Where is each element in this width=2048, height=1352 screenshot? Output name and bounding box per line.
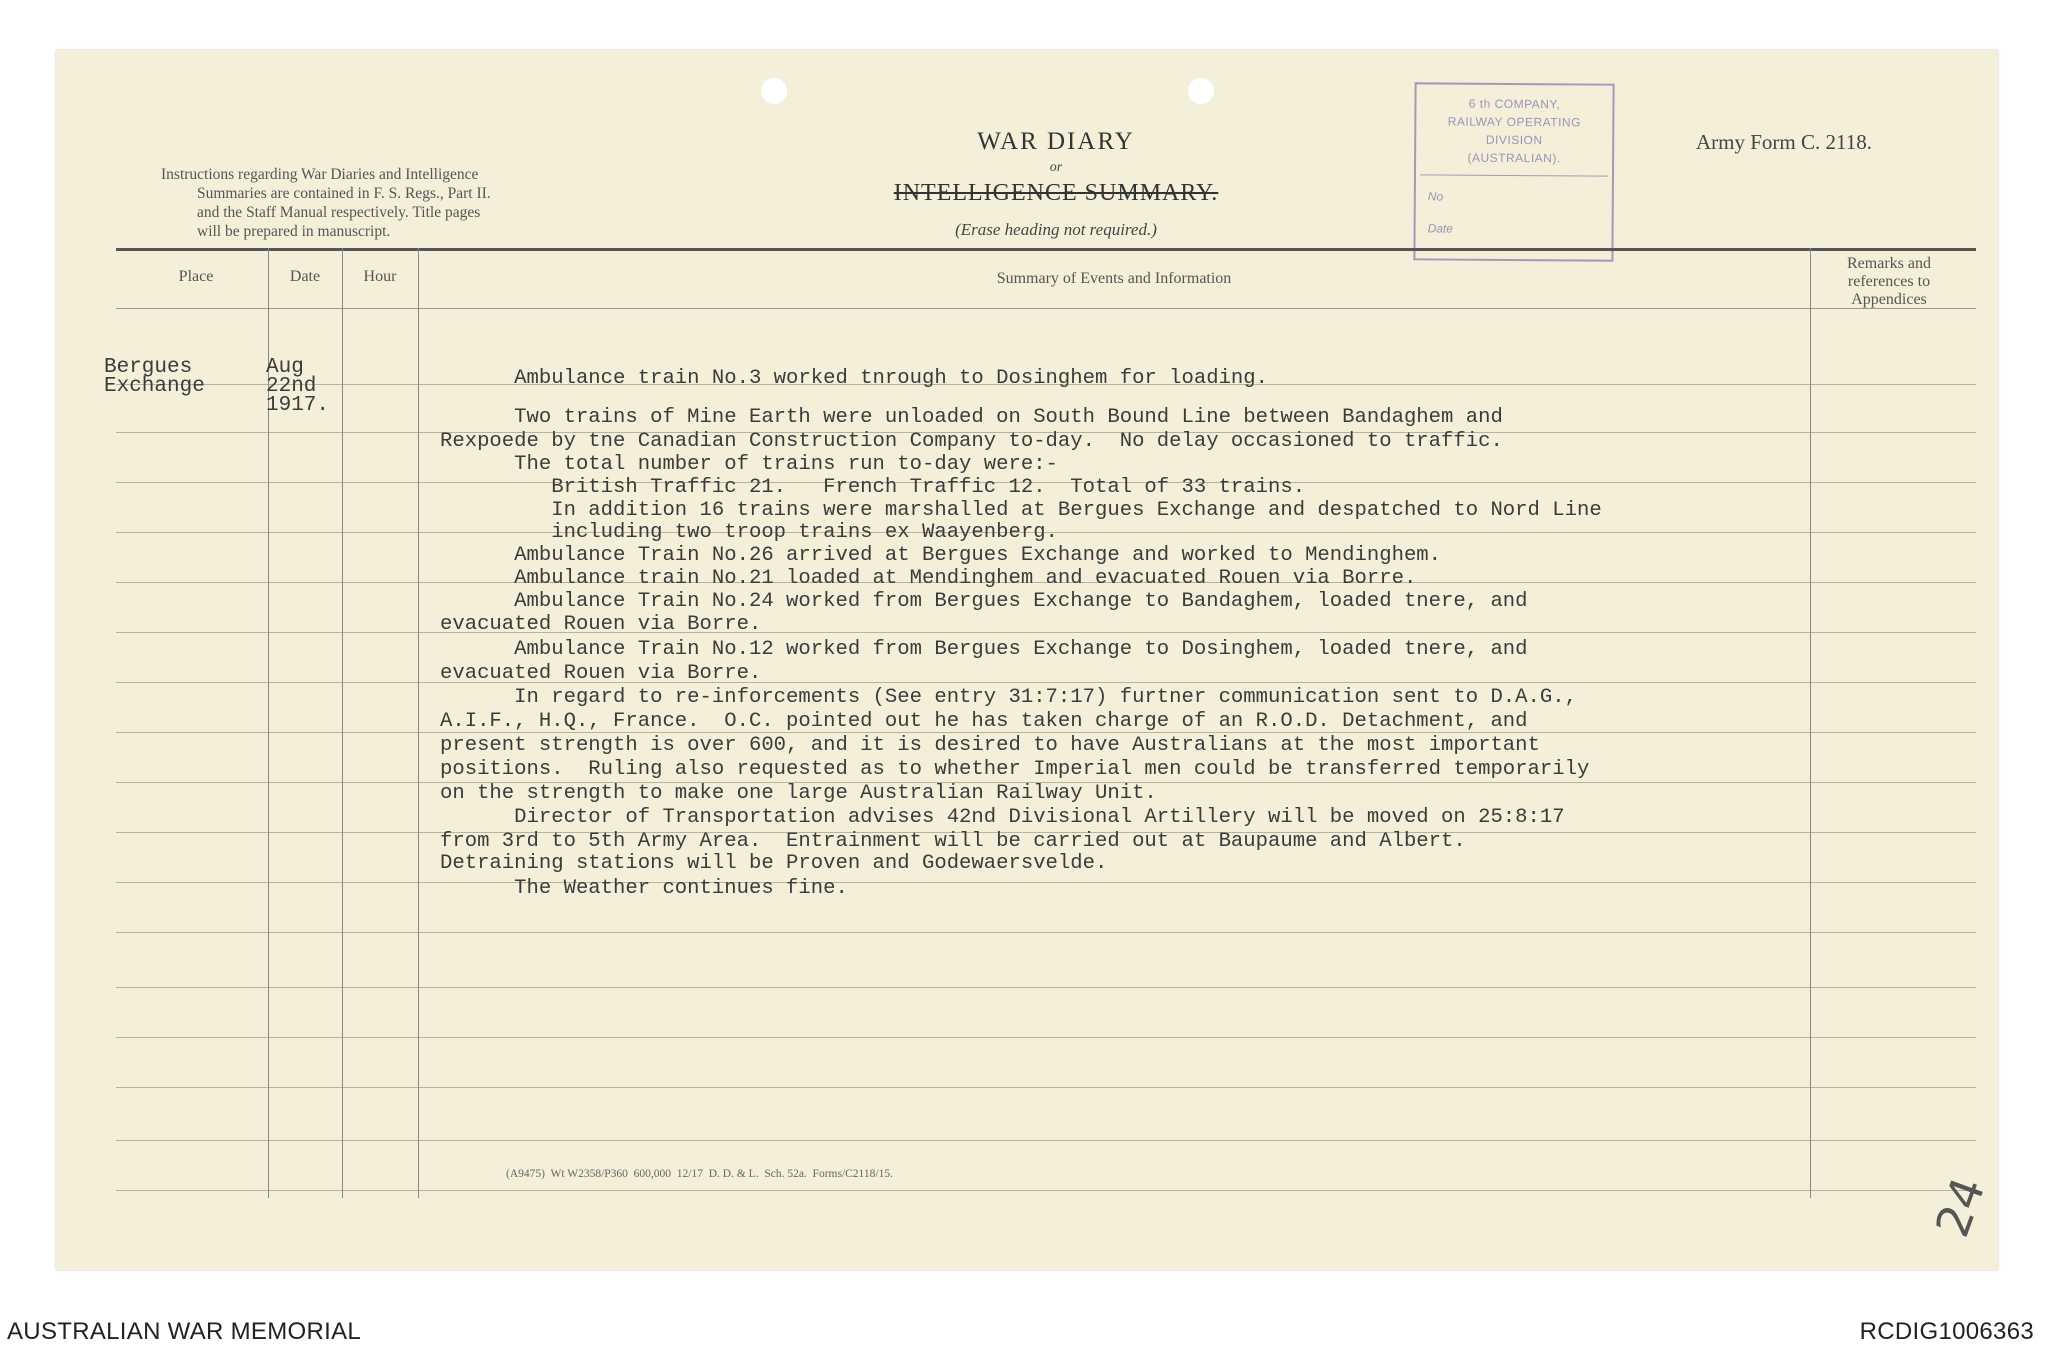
stamp-date-label: Date <box>1427 221 1454 236</box>
ruled-line <box>116 882 1976 883</box>
summary-line: on the strength to make one large Australian Railway Unit. <box>440 782 1157 805</box>
form-title: WAR DIARY <box>977 128 1135 155</box>
stamp-no-label: No <box>1427 189 1444 204</box>
header-rule <box>116 248 1976 251</box>
summary-line: The Weather continues fine. <box>440 877 848 900</box>
credit-id: RCDIG1006363 <box>1859 1318 2034 1345</box>
struck-heading: INTELLIGENCE SUMMARY. <box>893 180 1219 206</box>
stamp-line: 6 th COMPANY, <box>1468 96 1561 112</box>
printer-imprint: (A9475) Wt W2358/P360 600,000 12/17 D. D. & L. Sch. 52a. Forms/C2118/15. <box>506 1168 893 1180</box>
entry-place: Bergues Exchange <box>104 356 205 398</box>
summary-line: Ambulance train No.3 worked tnrough to Dosinghem for loading. <box>440 367 1269 390</box>
stamp-line: (AUSTRALIAN). <box>1467 150 1561 166</box>
summary-line: Ambulance Train No.24 worked from Bergues Exchange to Bandaghem, loaded tnere, and <box>440 590 1528 613</box>
summary-line: Ambulance train No.21 loaded at Mendinghem and evacuated Rouen via Borre. <box>440 567 1417 590</box>
punch-hole <box>761 78 787 104</box>
summary-line: evacuated Rouen via Borre. <box>440 662 762 685</box>
summary-line: present strength is over 600, and it is desired to have Australians at the most important <box>440 734 1540 757</box>
credit-institution: AUSTRALIAN WAR MEMORIAL <box>7 1318 362 1345</box>
summary-line: In regard to re-inforcements (See entry 31:7:17) furtner communication sent to D.A.G., <box>440 686 1577 709</box>
ruled-line <box>116 632 1976 633</box>
summary-line: including two troop trains ex Waayenberg. <box>440 521 1058 544</box>
folio-number: 24 <box>1924 1170 1996 1244</box>
summary-line: Two trains of Mine Earth were unloaded on South Bound Line between Bandaghem and <box>440 406 1503 429</box>
army-form-number: Army Form C. 2118. <box>1696 130 1872 154</box>
summary-line: The total number of trains run to-day were:- <box>440 453 1058 476</box>
column-divider <box>1810 248 1811 1198</box>
ruled-line <box>116 1140 1976 1141</box>
summary-line: from 3rd to 5th Army Area. Entrainment will be carried out at Baupaume and Albert. <box>440 830 1466 853</box>
stamp-divider <box>1420 174 1608 176</box>
ruled-line <box>116 1087 1976 1088</box>
unit-stamp <box>1413 82 1614 261</box>
column-header-rule <box>116 308 1976 309</box>
ruled-line <box>116 932 1976 933</box>
instructions-note <box>161 165 591 241</box>
entry-date: Aug 22nd 1917. <box>266 356 330 417</box>
summary-line: British Traffic 21. French Traffic 12. Total of 33 trains. <box>440 476 1306 499</box>
summary-line: Detraining stations will be Proven and Godewaersvelde. <box>440 852 1108 875</box>
form-or: or <box>1049 160 1063 175</box>
punch-hole <box>1188 78 1214 104</box>
summary-line: Ambulance Train No.12 worked from Bergues Exchange to Dosinghem, loaded tnere, and <box>440 638 1528 661</box>
summary-line: evacuated Rouen via Borre. <box>440 613 762 636</box>
ruled-line <box>116 1190 1976 1191</box>
summary-line: Ambulance Train No.26 arrived at Bergues Exchange and worked to Mendinghem. <box>440 544 1442 567</box>
instructions-line: Summaries are contained in F. S. Regs., Part II. <box>197 185 491 202</box>
col-hour: Hour <box>363 268 397 285</box>
stamp-line: RAILWAY OPERATING <box>1447 114 1581 130</box>
ruled-line <box>116 987 1976 988</box>
column-divider <box>342 248 343 1198</box>
ruled-line <box>116 1037 1976 1038</box>
diary-page <box>56 50 1998 1270</box>
col-date: Date <box>289 268 321 285</box>
ruled-line <box>116 682 1976 683</box>
instructions-line: and the Staff Manual respectively. Title pages <box>197 204 481 221</box>
summary-line: Director of Transportation advises 42nd Divisional Artillery will be moved on 25:8:17 <box>440 806 1565 829</box>
col-summary: Summary of Events and Information <box>996 270 1232 287</box>
column-divider <box>418 248 419 1198</box>
erase-note: (Erase heading not required.) <box>955 220 1157 239</box>
stamp-line: DIVISION <box>1485 132 1543 148</box>
instructions-line: will be prepared in manuscript. <box>197 223 391 240</box>
col-place: Place <box>178 268 214 285</box>
summary-line: Rexpoede by tne Canadian Construction Company to-day. No delay occasioned to traffic. <box>440 430 1503 453</box>
instructions-line: Instructions regarding War Diaries and Intelligence <box>161 166 479 183</box>
col-remarks: Remarks and references to Appendices <box>1847 255 1931 308</box>
summary-line: In addition 16 trains were marshalled at Bergues Exchange and despatched to Nord Line <box>440 499 1602 522</box>
summary-line: A.I.F., H.Q., France. O.C. pointed out he has taken charge of an R.O.D. Detachment, and <box>440 710 1528 733</box>
summary-line: positions. Ruling also requested as to whether Imperial men could be transferred temporarily <box>440 758 1590 781</box>
